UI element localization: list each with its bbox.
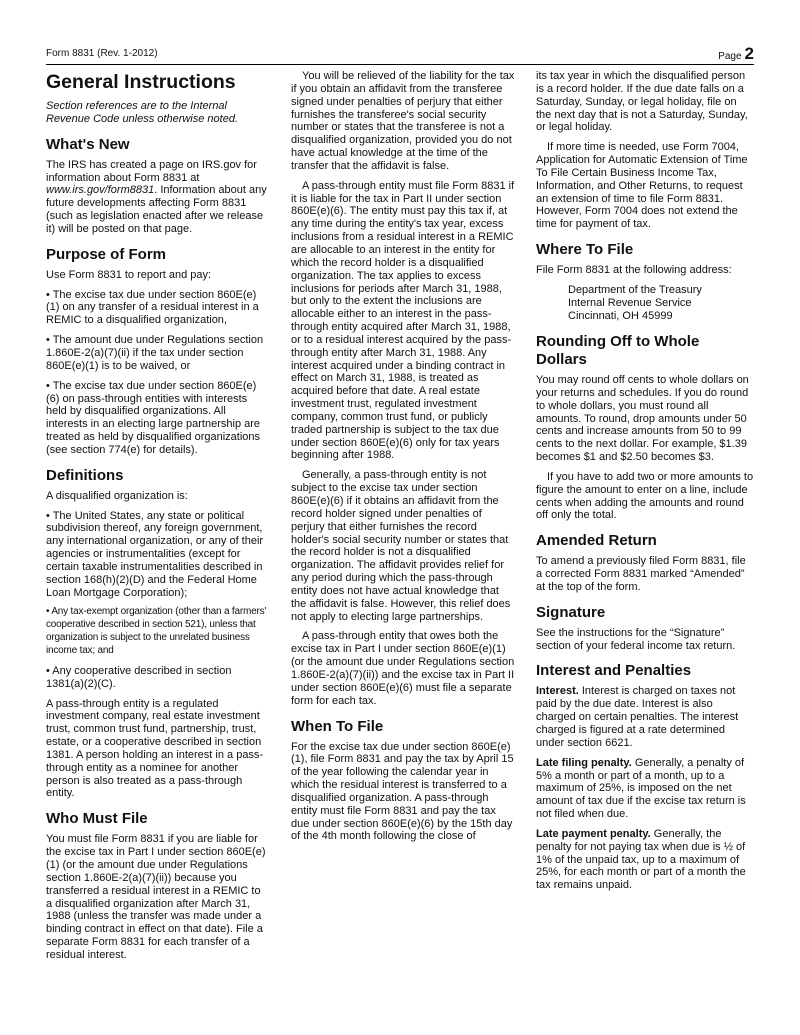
separate-form-paragraph: A pass-through entity that owes both the excise tax in Part I under section 860E(e)(1) (or the amount due under Regulations section 1.860E-2(a)(7)(ii)) and the excise tax in Part II under section 860E(e)(6) must file a separate form for each tax. <box>291 630 515 707</box>
column-3 <box>536 70 754 899</box>
late-filing-paragraph <box>536 757 754 821</box>
who-must-file-paragraph: You must file Form 8831 if you are liable for the excise tax in Part I under section 860E(e)(1) (or the amount due under Regulations section 1.860E-2(a)(7)(ii)) because you transferred a residual interest in a REMIC to a disqualified organization after March 31, 1988 (unless the transfer was made under a binding contract in effect on that date). File a separate Form 8831 for each transfer of a residual interest. <box>46 833 266 961</box>
rounding-heading: Rounding Off to Whole Dollars <box>536 332 700 368</box>
rounding-paragraph-1: You may round off cents to whole dollars on your returns and schedules. If you do round to whole dollars, you must round all amounts. To round, drop amounts under 50 cents and increase amounts from 50 to 99 cents to the next dollar. For example, $1.39 becomes $1 and $2.50 becomes $3. <box>536 373 749 464</box>
pass-through-filing-paragraph: A pass-through entity must file Form 8831 if it is liable for the tax in Part II under section 860E(e)(6). The entity must pay this tax if, at any time during the entity's tax year, excess inclusions from a residual interest in a REMIC are allocable to an interest in the entity for which the record holder is a disqualified organization. The tax applies to excess inclusions for periods after March 31, 1988, but only to the extent the inclusions are allocable either to an interest in the pass-through entity acquired after March 31, 1988, or to a residual interest acquired by the pass-through entity after March 31, 1988. Any interest acquired under a binding contract in effect on March 31, 1988, is treated as acquired before that date. A real estate investment trust, regulated investment company, common trust fund, or publicly traded partnership is subject to the tax due under section 860E(e)(6) only for tax years beginning after 1988. <box>291 179 515 462</box>
page-number: 2 <box>744 44 754 63</box>
address-line-3: Cincinnati, OH 45999 <box>568 309 673 322</box>
column-2 <box>291 70 515 850</box>
section-references-note: Section references are to the Internal Revenue Code unless otherwise noted. <box>46 100 239 125</box>
interest-text: Interest is charged on taxes not paid by the due date. Interest is also charged on certain penalties. The interest charged is figured at a rate determined under section 6621. <box>536 685 739 749</box>
page-title: General Instructions <box>46 71 236 93</box>
purpose-bullet-1: • The excise tax due under section 860E(e)(1) on any transfer of a residual interest in a REMIC to a disqualified organization, <box>46 288 259 327</box>
purpose-heading: Purpose of Form <box>46 245 167 263</box>
irs-form-link[interactable]: www.irs.gov/form8831 <box>46 184 155 197</box>
rounding-paragraph-2: If you have to add two or more amounts to figure the amount to enter on a line, include cents when adding the amounts and round off only the total. <box>536 470 754 522</box>
definitions-bullet-3: • Any cooperative described in section 1381(a)(2)(C). <box>46 664 232 690</box>
whats-new-text: The IRS has created a page on IRS.gov for information about Form 8831 at <box>46 158 257 184</box>
definitions-paragraph: A disqualified organization is: <box>46 489 188 502</box>
late-payment-lead: Late payment penalty. <box>536 827 651 840</box>
page-indicator <box>718 44 754 64</box>
page-header <box>46 44 754 64</box>
column-1 <box>46 70 268 969</box>
mailing-address <box>568 284 754 323</box>
interest-penalties-heading: Interest and Penalties <box>536 662 692 680</box>
page-label: Page <box>718 51 742 62</box>
definitions-bullet-2: • Any tax-exempt organization (other than a farmers' cooperative described in section 521), unless that organization is subject to the unrelated business income tax; and <box>46 606 267 656</box>
whats-new-paragraph <box>46 159 268 236</box>
relief-paragraph: You will be relieved of the liability for the tax if you obtain an affidavit from the transferee signed under penalties of perjury that either furnishes the transferee's social security number or states that the transferee is not a disqualified organization, provided you do not have actual knowledge at the time of the transfer that the affidavit is false. <box>291 70 515 172</box>
form-label: Form 8831 (Rev. 1-2012) <box>46 48 158 59</box>
late-payment-paragraph <box>536 828 754 892</box>
affidavit-paragraph: Generally, a pass-through entity is not subject to the excise tax under section 860E(e)(6) if it obtains an affidavit from the record holder signed under penalties of perjury that either furnishes the record holder's social security number or states that the record holder is not a disqualified organization. The affidavit provides relief for any period during which the pass-through entity does not have actual knowledge that the affidavit is false. However, this relief does not apply to electing large partnerships. <box>291 469 511 623</box>
signature-heading: Signature <box>536 603 606 621</box>
interest-paragraph <box>536 685 754 749</box>
header-rule <box>46 64 754 65</box>
late-filing-text: Generally, a penalty of 5% a month or part of a month, up to a maximum of 25%, is imposed on the net amount of tax due if the excise tax return is not filed when due. <box>536 756 746 821</box>
late-filing-lead: Late filing penalty. <box>536 756 632 769</box>
whats-new-text-2: . Information about any future developments affecting Form 8831 (such as legislation enacted after we release it) will be posted on that page. <box>46 184 267 235</box>
extension-paragraph: If more time is needed, use Form 7004, Application for Automatic Extension of Time To File Certain Business Income Tax, Information, and Other Returns, to request an extension of time to file Form 8831. However, Form 7004 does not extend the time for payment of tax. <box>536 141 748 231</box>
whats-new-heading: What's New <box>46 135 130 153</box>
when-to-file-paragraph: For the excise tax due under section 860E(e)(1), file Form 8831 and pay the tax by April 15 of the year following the calendar year in which the residual interest is transferred to a disqualified organization. A pass-through entity must file Form 8831 and pay the tax due under section 860E(e)(6) by the 15th day of the 4th month following the close of <box>291 740 514 843</box>
when-to-file-heading: When To File <box>291 717 384 735</box>
late-payment-text: Generally, the penalty for not paying tax when due is ½ of 1% of the unpaid tax, up to a maximum of 25%, for each month or part of a month the tax remains unpaid. <box>536 827 746 892</box>
definitions-heading: Definitions <box>46 466 124 484</box>
where-to-file-paragraph: File Form 8831 at the following address: <box>536 264 732 277</box>
signature-paragraph: See the instructions for the “Signature” section of your federal income tax return. <box>536 626 736 652</box>
pass-through-definition: A pass-through entity is a regulated investment company, real estate investment trust, common trust fund, partnership, trust, estate, or a cooperative described in section 1381. A person holding an interest in a pass-through entity as a nominee for another person is also treated as a pass-through entity. <box>46 697 264 800</box>
where-to-file-heading: Where To File <box>536 241 634 259</box>
definitions-bullet-1: • The United States, any state or political subdivision thereof, any foreign government, any international organization, or any of their agencies or instrumentalities (except for certain taxable instrumentalities described in section 168(h)(2)(D) and the Federal Home Loan Mortgage Corporation); <box>46 509 264 599</box>
address-line-1: Department of the Treasury <box>568 283 702 296</box>
interest-lead: Interest. <box>536 685 579 698</box>
due-date-paragraph: its tax year in which the disqualified person is a record holder. If the due date falls on a Saturday, Sunday, or legal holiday, file on the next day that is not a Saturday, Sunday, or legal holiday. <box>536 70 748 134</box>
purpose-bullet-2: • The amount due under Regulations section 1.860E-2(a)(7)(ii) if the tax under section 860E(e)(1) is to be waived, or <box>46 334 264 372</box>
address-line-2: Internal Revenue Service <box>568 296 692 309</box>
amended-return-heading: Amended Return <box>536 532 657 550</box>
purpose-paragraph: Use Form 8831 to report and pay: <box>46 268 212 281</box>
who-must-file-heading: Who Must File <box>46 810 148 828</box>
purpose-bullet-3: • The excise tax due under section 860E(e)(6) on pass-through entities with interests held by disqualified organizations. All interests in an electing large partnership are treated as held by disqualified organizations (see section 774(e) for details). <box>46 379 261 456</box>
amended-return-paragraph: To amend a previously filed Form 8831, file a corrected Form 8831 marked “Amended” at the top of the form. <box>536 555 746 593</box>
